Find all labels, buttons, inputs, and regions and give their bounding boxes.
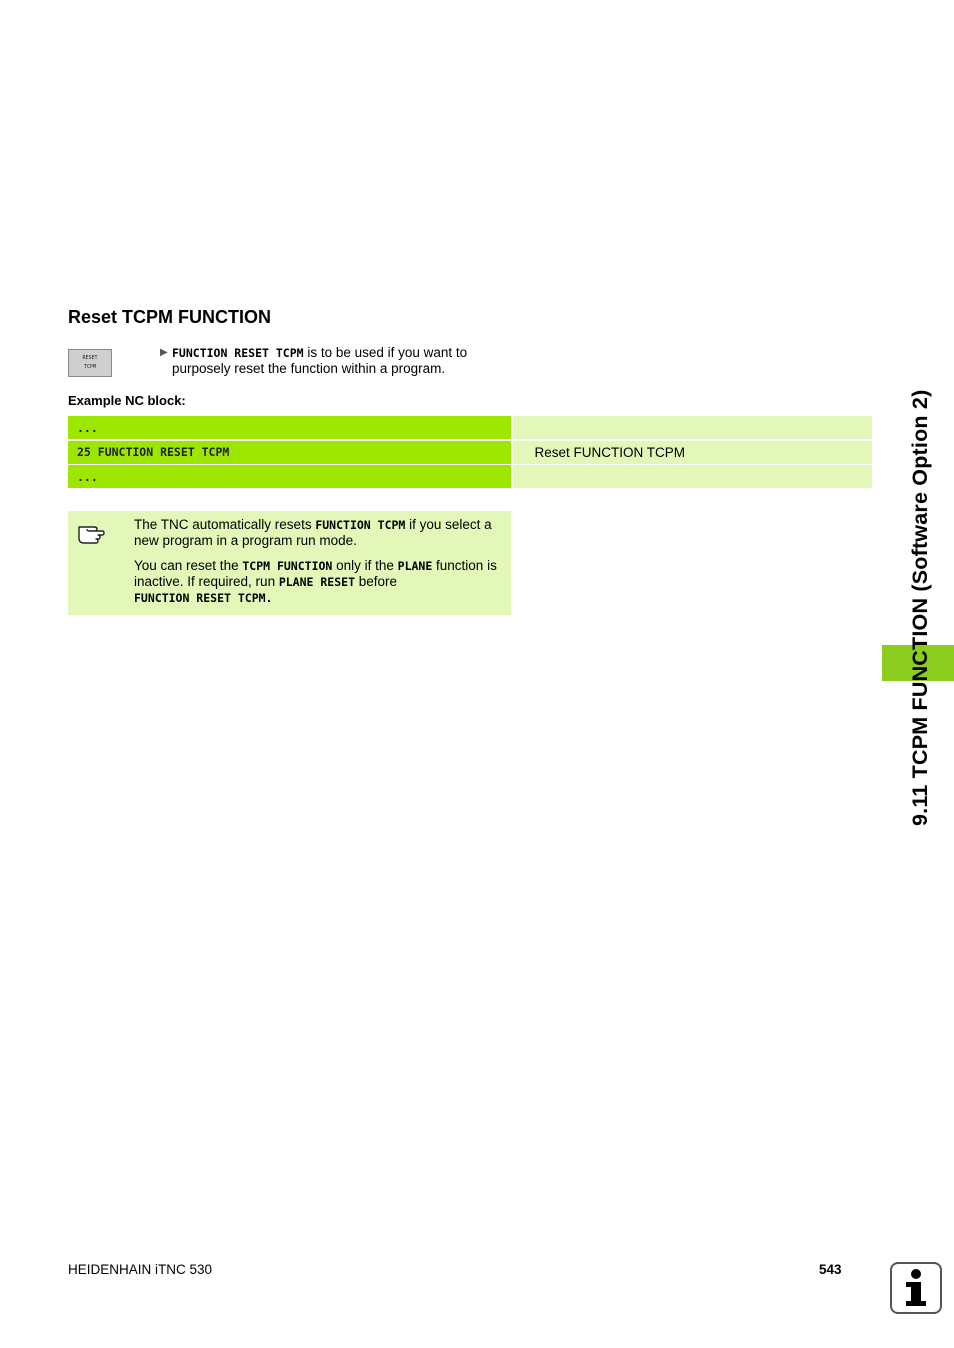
page-number: 543 bbox=[819, 1262, 842, 1277]
description-text: is to be used if you want to purposely reset the function within a program. bbox=[172, 345, 468, 376]
note-text-run: function is inactive. If required, run bbox=[134, 558, 497, 589]
note-code: PLANE bbox=[397, 559, 433, 573]
softkey-line1: RESET bbox=[82, 355, 98, 361]
note-text-run: only if the bbox=[332, 558, 398, 573]
nc-code-cell: ... bbox=[68, 465, 511, 488]
section-title: Reset TCPM FUNCTION bbox=[68, 307, 272, 327]
note-code: TCPM FUNCTION bbox=[242, 559, 333, 573]
info-icon[interactable] bbox=[890, 1262, 942, 1314]
pointing-hand-icon bbox=[76, 517, 108, 545]
note-text-run: before bbox=[355, 574, 398, 589]
nc-comment-cell: Reset FUNCTION TCPM bbox=[513, 441, 873, 464]
nc-comment-cell bbox=[513, 416, 873, 439]
note-code: FUNCTION TCPM bbox=[315, 518, 406, 532]
description-code: FUNCTION RESET TCPM bbox=[172, 346, 304, 360]
note-text-run: You can reset the bbox=[134, 558, 243, 573]
note-text-run: if you select a new program in a program run mode. bbox=[134, 517, 492, 548]
note-code: FUNCTION RESET TCPM. bbox=[134, 591, 273, 605]
note-code: PLANE RESET bbox=[278, 575, 355, 589]
info-glyph bbox=[899, 1268, 933, 1308]
note-text bbox=[134, 517, 504, 615]
chapter-title: 9.11 TCPM FUNCTION (Software Option 2) bbox=[908, 389, 932, 826]
reset-tcpm-softkey[interactable] bbox=[68, 349, 112, 377]
note-box bbox=[68, 511, 511, 615]
note-text-run: The TNC automatically resets bbox=[134, 517, 316, 532]
softkey-description bbox=[160, 345, 520, 377]
table-row bbox=[68, 416, 872, 439]
softkey-line2: TCPM bbox=[83, 364, 97, 370]
nc-code-cell: 25 FUNCTION RESET TCPM bbox=[68, 441, 511, 464]
nc-comment-cell bbox=[513, 465, 873, 488]
footer-product: HEIDENHAIN iTNC 530 bbox=[68, 1262, 213, 1277]
arrow-right-icon: ▶ bbox=[160, 347, 168, 358]
table-row bbox=[68, 465, 872, 488]
table-row bbox=[68, 441, 872, 464]
nc-block-table bbox=[68, 416, 872, 490]
example-label: Example NC block: bbox=[68, 393, 186, 408]
nc-code-cell: ... bbox=[68, 416, 511, 439]
